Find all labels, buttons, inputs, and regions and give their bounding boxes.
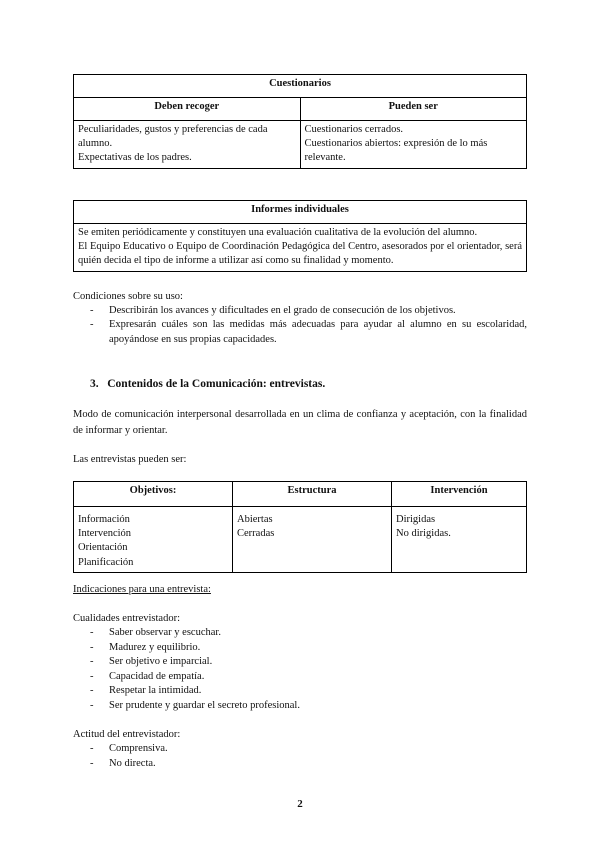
entrevistas-label: Las entrevistas pueden ser: [73, 454, 187, 465]
section-title: Contenidos de la Comunicación: entrevistas. [107, 378, 326, 390]
cell-line: Peculiaridades, gustos y preferencias de cada alumno. [78, 124, 268, 150]
entrevistas-cell-estructura [233, 507, 392, 573]
list-item: - Ser objetivo e imparcial. [73, 655, 527, 669]
actitud-list [73, 742, 527, 771]
condiciones-list [73, 304, 527, 347]
cell-line: Dirigidas [396, 514, 436, 525]
condiciones-label: Condiciones sobre su uso: [73, 291, 183, 302]
informes-body [74, 224, 527, 272]
list-item: - Comprensiva. [73, 742, 527, 756]
list-item: - Saber observar y escuchar. [73, 626, 527, 640]
list-item: - Ser prudente y guardar el secreto profesional. [73, 699, 527, 713]
list-item: - Capacidad de empatía. [73, 670, 527, 684]
list-item: - No directa. [73, 757, 527, 771]
entrevistas-col-intervencion: Intervención [392, 482, 527, 507]
condiciones-section [73, 290, 527, 347]
cuestionarios-title: Cuestionarios [74, 75, 527, 98]
cuestionarios-cell-deben [74, 121, 301, 169]
cualidades-section [73, 612, 527, 713]
cuestionarios-cell-pueden [300, 121, 527, 169]
cell-line: Cuestionarios cerrados. [304, 124, 404, 135]
informes-table [73, 200, 527, 272]
list-item: - Expresarán cuáles son las medidas más adecuadas para ayudar al alumno en su escolaridad, apoyándose en sus propias capacidades. [73, 318, 527, 346]
cell-line: Abiertas [237, 514, 273, 525]
entrevistas-cell-objetivos [74, 507, 233, 573]
section-intro: Modo de comunicación interpersonal desarrollada en un clima de confianza y aceptación, con la finalidad de informar y orientar. [73, 409, 527, 437]
cuestionarios-col-deben: Deben recoger [74, 98, 301, 121]
entrevistas-col-estructura: Estructura [233, 482, 392, 507]
cell-line: Cerradas [237, 528, 275, 540]
cell-line: No dirigidas. [396, 528, 451, 540]
cualidades-label: Cualidades entrevistador: [73, 613, 181, 624]
actitud-section [73, 728, 527, 771]
cell-line: Orientación [78, 542, 128, 554]
indicaciones-heading: Indicaciones para una entrevista: [73, 584, 211, 595]
page-number: 2 [297, 798, 303, 810]
cell-line: Cuestionarios abiertos: expresión de lo más relevante. [304, 138, 488, 164]
section-heading [90, 377, 325, 393]
list-item: - Describirán los avances y dificultades en el grado de consecución de los objetivos. [73, 304, 527, 318]
informes-title: Informes individuales [74, 201, 527, 224]
cell-line: Expectativas de los padres. [78, 152, 192, 164]
list-item: - Respetar la intimidad. [73, 684, 527, 698]
cuestionarios-col-pueden: Pueden ser [300, 98, 527, 121]
cuestionarios-table [73, 74, 527, 169]
cualidades-list [73, 626, 527, 713]
entrevistas-cell-intervencion [392, 507, 527, 573]
entrevistas-table [73, 481, 527, 573]
section-number: 3. [90, 378, 99, 390]
entrevistas-col-objetivos: Objetivos: [74, 482, 233, 507]
cell-line: Intervención [78, 528, 132, 540]
informes-line: El Equipo Educativo o Equipo de Coordinación Pedagógica del Centro, asesorados por el orientador, será quién decida el tipo de informe a utilizar así como su finalidad y momento. [78, 241, 522, 267]
cell-line: Planificación [78, 556, 134, 568]
list-item: - Madurez y equilibrio. [73, 641, 527, 655]
informes-line: Se emiten periódicamente y constituyen una evaluación cualitativa de la evolución del alumno. [78, 227, 478, 238]
cell-line: Información [78, 514, 130, 525]
actitud-label: Actitud del entrevistador: [73, 729, 181, 740]
